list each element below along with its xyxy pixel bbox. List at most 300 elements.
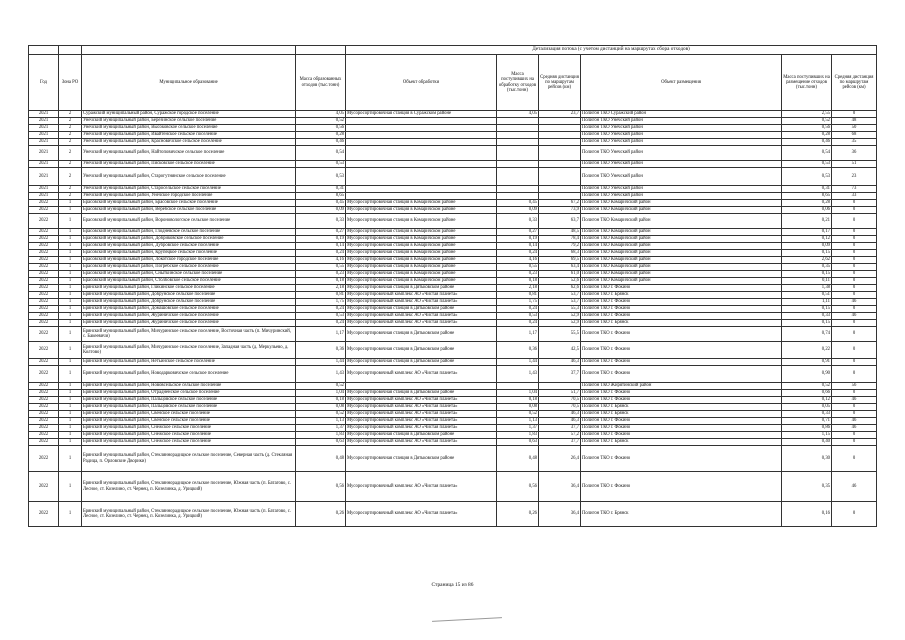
table-cell: 0,12 bbox=[782, 397, 832, 404]
table-cell: Брасовский муниципальный район, Вороновологское сельское поселение bbox=[82, 214, 296, 229]
table-cell: Брянский муниципальный район, Нововсельское сельское поселение bbox=[82, 383, 296, 390]
table-cell: 2022 bbox=[29, 502, 59, 527]
table-cell: 46 bbox=[832, 397, 877, 404]
table-cell: Полигон ТКО г. Фокино bbox=[581, 285, 782, 292]
table-cell: 0,16 bbox=[782, 502, 832, 527]
table-cell: 42,5 bbox=[539, 342, 581, 359]
table-cell: 2,18 bbox=[296, 285, 346, 292]
table-row bbox=[29, 285, 877, 292]
table-cell: 0,53 bbox=[497, 313, 539, 320]
table-cell: 52,9 bbox=[539, 313, 581, 320]
column-header: Зона РО bbox=[59, 55, 82, 111]
table-row bbox=[29, 327, 877, 342]
table-cell: 0 bbox=[832, 320, 877, 327]
table-cell: 0,56 bbox=[296, 125, 346, 132]
table-cell: 0,35 bbox=[782, 264, 832, 271]
table-cell: 0,28 bbox=[296, 132, 346, 139]
table-cell: Полигон ТКО Комаричский район bbox=[581, 229, 782, 236]
table-cell: 0 bbox=[832, 264, 877, 271]
column-header: Средняя дистанция по маршрутам рейсов (км) bbox=[832, 55, 877, 111]
table-cell: 2022 bbox=[29, 229, 59, 236]
table-cell: 0,27 bbox=[497, 229, 539, 236]
table-cell: 1 bbox=[59, 313, 82, 320]
table-cell: Брянский муниципальный район, Добрунское сельское поселение bbox=[82, 299, 296, 306]
table-cell: 1 bbox=[59, 439, 82, 446]
table-cell: 0 bbox=[832, 285, 877, 292]
table-cell: Брасовский муниципальный район, Сныткинское сельское поселение bbox=[82, 271, 296, 278]
table-cell: 46 bbox=[832, 313, 877, 320]
table-cell: Полигон ТКО Унечский район bbox=[581, 118, 782, 125]
table-cell: 0,22 bbox=[782, 342, 832, 359]
table-cell: 73,9 bbox=[539, 207, 581, 214]
table-cell: 0,24 bbox=[497, 250, 539, 257]
table-row bbox=[29, 132, 877, 139]
table-cell bbox=[539, 139, 581, 146]
table-cell: Брасовский муниципальный район, Дубровское сельское поселение bbox=[82, 243, 296, 250]
table-cell: 0,86 bbox=[782, 425, 832, 432]
table-cell: 56 bbox=[832, 383, 877, 390]
table-cell: 4,05 bbox=[497, 111, 539, 118]
table-cell: 0,54 bbox=[296, 146, 346, 161]
table-cell: Полигон ТКО Унечский район bbox=[581, 125, 782, 132]
table-cell: 0,53 bbox=[296, 313, 346, 320]
table-cell: 0,53 bbox=[296, 168, 346, 186]
table-cell: Брасовский муниципальный район, Крупецкое сельское поселение bbox=[82, 250, 296, 257]
table-row bbox=[29, 472, 877, 502]
table-cell: 0,52 bbox=[296, 383, 346, 390]
table-row bbox=[29, 404, 877, 411]
table-cell: Брянский муниципальный район, Мичуринское сельское поселение, Западная часть (д. Меркульево, д. Колтово) bbox=[82, 342, 296, 359]
table-cell: 55,3 bbox=[539, 306, 581, 313]
table-cell: 2 bbox=[59, 161, 82, 168]
table-cell: 2,18 bbox=[497, 285, 539, 292]
document-sheet bbox=[28, 45, 876, 527]
table-cell: 1,04 bbox=[497, 390, 539, 397]
table-cell: Полигон ТКО Суражский район bbox=[581, 111, 782, 118]
table-cell: 2021 bbox=[29, 168, 59, 186]
table-cell: Унечский муниципальный район, Унечское городское поселение bbox=[82, 193, 296, 200]
table-cell: Брянский муниципальный район, Журиничское сельское поселение bbox=[82, 313, 296, 320]
table-cell: 2022 bbox=[29, 236, 59, 243]
table-cell: Полигон ТКО г. Фокино bbox=[581, 327, 782, 342]
table-cell: Брянский муниципальный район, Отрадненское сельское поселение bbox=[82, 390, 296, 397]
table-cell: Мусоросортировочная станция в Комаричском районе bbox=[346, 278, 497, 285]
table-cell bbox=[539, 383, 581, 390]
table-cell bbox=[346, 193, 497, 200]
table-cell: 46,3 bbox=[539, 359, 581, 366]
table-row bbox=[29, 193, 877, 200]
table-cell: 0,09 bbox=[497, 207, 539, 214]
table-cell: Унечский муниципальный район, Найтоповичское сельское поселение bbox=[82, 146, 296, 161]
table-cell: 46 bbox=[832, 418, 877, 425]
scan-mark bbox=[432, 617, 502, 622]
table-cell bbox=[497, 161, 539, 168]
table-cell: 0 bbox=[832, 257, 877, 264]
table-cell: 0 bbox=[832, 411, 877, 418]
table-cell: 1 bbox=[59, 397, 82, 404]
table-cell: Брянский муниципальный район, Стекляннорадицкое сельское поселение, Северная часть (д. Стекляная Радица, п. Орловские Дворики) bbox=[82, 446, 296, 472]
table-cell: 51 bbox=[832, 161, 877, 168]
table-row bbox=[29, 278, 877, 285]
table-cell: 1 bbox=[59, 200, 82, 207]
table-cell: 1 bbox=[59, 285, 82, 292]
table-cell: 0,53 bbox=[296, 161, 346, 168]
table-cell: 2022 bbox=[29, 207, 59, 214]
table-cell bbox=[497, 118, 539, 125]
table-cell: 0 bbox=[832, 292, 877, 299]
table-cell: 2022 bbox=[29, 342, 59, 359]
table-cell: 1 bbox=[59, 229, 82, 236]
table-cell: 0,53 bbox=[782, 168, 832, 186]
table-cell: Унечский муниципальный район, Писковское сельское поселение bbox=[82, 161, 296, 168]
table-cell: 55,5 bbox=[539, 327, 581, 342]
table-cell: 1 bbox=[59, 243, 82, 250]
table-cell: 0,15 bbox=[782, 250, 832, 257]
table-cell: Полигон ТКО Комаричский район bbox=[581, 207, 782, 214]
table-cell: 0,74 bbox=[782, 327, 832, 342]
table-cell: 0,46 bbox=[296, 139, 346, 146]
table-row bbox=[29, 200, 877, 207]
table-cell bbox=[497, 146, 539, 161]
table-cell: 2 bbox=[59, 139, 82, 146]
table-cell: 2,62 bbox=[782, 257, 832, 264]
table-cell: 2021 bbox=[29, 125, 59, 132]
table-cell: 26,4 bbox=[539, 446, 581, 472]
table-cell: 0,18 bbox=[497, 278, 539, 285]
table-cell: Полигон ТКО Комаричский район bbox=[581, 214, 782, 229]
table-cell: 0,52 bbox=[296, 118, 346, 125]
table-cell: 1,15 bbox=[782, 432, 832, 439]
table-cell: Полигон ТКО Жирятинский район bbox=[581, 383, 782, 390]
table-cell: 0,26 bbox=[497, 502, 539, 527]
table-cell bbox=[539, 125, 581, 132]
table-cell bbox=[539, 118, 581, 125]
table-cell: Полигон ТКО Комаричский район bbox=[581, 250, 782, 257]
table-row bbox=[29, 214, 877, 229]
table-cell: Брянский муниципальный район, Мичуринское сельское поселение, Восточная часть (п. Мичуринский, с. Бакеевичи) bbox=[82, 327, 296, 342]
table-cell: 73 bbox=[832, 186, 877, 193]
table-cell: 1 bbox=[59, 320, 82, 327]
table-cell: 2 bbox=[59, 118, 82, 125]
table-cell: 67,2 bbox=[539, 200, 581, 207]
column-header: Масса образованных отходов (тыс.тонн) bbox=[296, 55, 346, 111]
table-cell: Мусоросортировочная станция в Комаричском районе bbox=[346, 264, 497, 271]
table-cell: Брянский муниципальный район, Новодарковичское сельское поселение bbox=[82, 366, 296, 383]
table-cell bbox=[346, 168, 497, 186]
table-cell: 0 bbox=[832, 229, 877, 236]
table-cell: 2021 bbox=[29, 132, 59, 139]
table-cell: Брянский муниципальный район, Свенское сельское поселение bbox=[82, 418, 296, 425]
table-cell: 1,83 bbox=[497, 432, 539, 439]
table-cell: 52,6 bbox=[539, 278, 581, 285]
table-cell: 2 bbox=[59, 146, 82, 161]
table-cell: 0,52 bbox=[782, 383, 832, 390]
table-cell: 1 bbox=[59, 271, 82, 278]
table-cell: 0,81 bbox=[497, 292, 539, 299]
table-cell: 2 bbox=[59, 168, 82, 186]
table-cell: Мусоросортировочная станция в Комаричском районе bbox=[346, 229, 497, 236]
table-cell: Брянский муниципальный район, Журиничское сельское поселение bbox=[82, 320, 296, 327]
table-cell: Мусоросортировочный комплекс АО «Чистая планета» bbox=[346, 313, 497, 320]
table-cell: 0,36 bbox=[296, 342, 346, 359]
table-cell: Брасовский муниципальный район, Погребское сельское поселение bbox=[82, 264, 296, 271]
table-cell: 0,56 bbox=[782, 125, 832, 132]
table-cell: Мусоросортировочная станция в Дятьковском районе bbox=[346, 446, 497, 472]
table-cell: 1 bbox=[59, 207, 82, 214]
table-cell: Полигон ТКО Унечский район bbox=[581, 132, 782, 139]
table-cell: Полигон ТКО Унечский район bbox=[581, 168, 782, 186]
table-cell: 1,38 bbox=[782, 285, 832, 292]
table-cell: 2022 bbox=[29, 214, 59, 229]
table-cell: 2022 bbox=[29, 411, 59, 418]
table-cell: 0,27 bbox=[296, 229, 346, 236]
table-row bbox=[29, 264, 877, 271]
table-cell: 0,46 bbox=[782, 139, 832, 146]
table-cell: 1,43 bbox=[296, 366, 346, 383]
table-cell: 0,40 bbox=[782, 439, 832, 446]
table-cell: 2021 bbox=[29, 161, 59, 168]
table-cell: Унечский муниципальный район, Старогутнянское сельское поселение bbox=[82, 168, 296, 186]
table-cell bbox=[346, 125, 497, 132]
table-cell: 1,04 bbox=[296, 390, 346, 397]
table-row bbox=[29, 250, 877, 257]
table-cell: 1 bbox=[59, 404, 82, 411]
table-cell: 0 bbox=[832, 236, 877, 243]
table-cell: 1,44 bbox=[296, 359, 346, 366]
table-cell: Полигон ТКО г. Брянск bbox=[581, 292, 782, 299]
table-cell: Брасовский муниципальный район, Добриковское сельское поселение bbox=[82, 236, 296, 243]
table-cell: Полигон ТКО г. Фокино bbox=[581, 390, 782, 397]
table-cell: 2021 bbox=[29, 193, 59, 200]
table-cell: Брянский муниципальный район, Стекляннорадицкое сельское поселение, Южная часть (п. Батагово, с. Лесное, ст. Козелино, ст. Чернец, п. Козелинка, д. Урицкий) bbox=[82, 472, 296, 502]
column-header: Год bbox=[29, 55, 59, 111]
table-cell: 0,15 bbox=[782, 271, 832, 278]
table-cell: 52,9 bbox=[539, 320, 581, 327]
table-cell: 61,0 bbox=[539, 271, 581, 278]
table-cell: 0,45 bbox=[497, 200, 539, 207]
table-body bbox=[29, 111, 877, 527]
table-cell: 2021 bbox=[29, 118, 59, 125]
table-row bbox=[29, 139, 877, 146]
table-cell: 2022 bbox=[29, 383, 59, 390]
table-cell: 2021 bbox=[29, 111, 59, 118]
table-cell: Брасовский муниципальный район, Локотское городское поселение bbox=[82, 257, 296, 264]
table-cell: 1 bbox=[59, 390, 82, 397]
table-cell: 1,37 bbox=[497, 425, 539, 432]
table-cell: 0 bbox=[832, 342, 877, 359]
table-cell: 0,33 bbox=[296, 214, 346, 229]
table-cell: 0,31 bbox=[296, 186, 346, 193]
table-row bbox=[29, 257, 877, 264]
table-cell: 51,7 bbox=[539, 390, 581, 397]
table-cell: 0 bbox=[832, 214, 877, 229]
table-cell: 2022 bbox=[29, 250, 59, 257]
table-cell: Мусоросортировочная станция в Дятьковском районе bbox=[346, 432, 497, 439]
table-cell: 2022 bbox=[29, 313, 59, 320]
table-cell: 1 bbox=[59, 278, 82, 285]
table-cell: 1 bbox=[59, 432, 82, 439]
table-row bbox=[29, 292, 877, 299]
table-cell: Мусоросортировочная станция в Дятьковском районе bbox=[346, 306, 497, 313]
table-cell: 70,5 bbox=[539, 397, 581, 404]
table-cell bbox=[346, 146, 497, 161]
table-cell: 0 bbox=[832, 439, 877, 446]
table-cell: 2022 bbox=[29, 271, 59, 278]
table-cell: 0,15 bbox=[782, 320, 832, 327]
table-cell: Полигон ТКО г. Брянск bbox=[581, 439, 782, 446]
table-cell: 36,4 bbox=[539, 502, 581, 527]
table-cell: 0 bbox=[832, 243, 877, 250]
table-cell: 1 bbox=[59, 214, 82, 229]
table-cell: Мусоросортировочная станция в Комаричском районе bbox=[346, 271, 497, 278]
table-cell: 0,33 bbox=[782, 313, 832, 320]
table-cell: 0,28 bbox=[782, 200, 832, 207]
table-cell: 0,08 bbox=[497, 404, 539, 411]
table-cell: 0,54 bbox=[782, 146, 832, 161]
table-row bbox=[29, 161, 877, 168]
table-cell: 37,7 bbox=[539, 366, 581, 383]
table-cell: 33 bbox=[832, 193, 877, 200]
table-cell bbox=[539, 132, 581, 139]
table-cell: Полигон ТКО г. Брянск bbox=[581, 411, 782, 418]
table-cell bbox=[497, 132, 539, 139]
table-cell: 0,81 bbox=[296, 292, 346, 299]
table-cell: 0,63 bbox=[497, 439, 539, 446]
table-cell: 1,83 bbox=[296, 432, 346, 439]
table-row bbox=[29, 207, 877, 214]
table-cell: 1 bbox=[59, 264, 82, 271]
table-cell: 0,17 bbox=[782, 229, 832, 236]
table-cell: Полигон ТКО г. Фокино bbox=[581, 432, 782, 439]
table-cell: 0,09 bbox=[782, 243, 832, 250]
table-cell: Полигон ТКО Комаричский район bbox=[581, 271, 782, 278]
table-cell: 2022 bbox=[29, 327, 59, 342]
table-cell: Унечский муниципальный район, Старосельское сельское поселение bbox=[82, 186, 296, 193]
table-cell: Брянский муниципальный район, Снежское сельское поселение bbox=[82, 432, 296, 439]
table-cell: 0,66 bbox=[782, 390, 832, 397]
table-cell: 0,28 bbox=[782, 132, 832, 139]
table-cell: Брасовский муниципальный район, Веребское сельское поселение bbox=[82, 207, 296, 214]
table-cell: Полигон ТКО Комаричский район bbox=[581, 200, 782, 207]
table-cell: 0,11 bbox=[782, 278, 832, 285]
table-cell: 69,5 bbox=[539, 257, 581, 264]
table-cell: 1 bbox=[59, 472, 82, 502]
table-cell: Полигон ТКО Унечский район bbox=[581, 139, 782, 146]
table-cell: 1,75 bbox=[497, 299, 539, 306]
table-cell: 2022 bbox=[29, 264, 59, 271]
table-cell: 0,14 bbox=[296, 243, 346, 250]
table-cell: 0 bbox=[832, 404, 877, 411]
table-cell bbox=[539, 193, 581, 200]
table-cell: 0 bbox=[832, 390, 877, 397]
table-cell: 0,09 bbox=[296, 207, 346, 214]
table-cell: Мусоросортировочная станция в Комаричском районе bbox=[346, 200, 497, 207]
table-cell: Полигон ТКО г. Фокино bbox=[581, 472, 782, 502]
table-cell: Мусоросортировочный комплекс АО «Чистая планета» bbox=[346, 299, 497, 306]
table-cell: 2022 bbox=[29, 299, 59, 306]
table-cell: 0 bbox=[832, 446, 877, 472]
table-cell bbox=[497, 139, 539, 146]
table-cell: 48,5 bbox=[539, 229, 581, 236]
table-row bbox=[29, 425, 877, 432]
table-cell: 2022 bbox=[29, 425, 59, 432]
table-cell: Полигон ТКО г. Фокино bbox=[581, 425, 782, 432]
table-cell: 2022 bbox=[29, 418, 59, 425]
table-cell: 0,52 bbox=[296, 411, 346, 418]
table-cell bbox=[346, 186, 497, 193]
table-cell: 0,45 bbox=[296, 200, 346, 207]
table-cell: Унечский муниципальный район, Березинское сельское поселение bbox=[82, 118, 296, 125]
table-cell: Мусоросортировочный комплекс АО «Чистая планета» bbox=[346, 425, 497, 432]
table-cell: Мусоросортировочная станция в Суражском районе bbox=[346, 111, 497, 118]
table-cell: Брянский муниципальный район, Гликинское сельское поселение bbox=[82, 285, 296, 292]
table-cell: 1,11 bbox=[782, 299, 832, 306]
table-row bbox=[29, 313, 877, 320]
table-cell: Полигон ТКО г. Фокино bbox=[581, 342, 782, 359]
table-cell: 0 bbox=[832, 432, 877, 439]
table-row bbox=[29, 366, 877, 383]
table-cell: Брянский муниципальный район, Стекляннорадицкое сельское поселение, Южная часть (п. Батагово, с. Лесное, ст. Козелино, ст. Чернец, п. Козелинка, д. Урицкий) bbox=[82, 502, 296, 527]
table-cell: Полигон ТКО г. Брянск bbox=[581, 404, 782, 411]
table-cell: 63,4 bbox=[539, 264, 581, 271]
table-cell: Мусоросортировочный комплекс АО «Чистая планета» bbox=[346, 439, 497, 446]
table-cell: Полигон ТКО г. Брянск bbox=[581, 320, 782, 327]
table-cell: 2022 bbox=[29, 446, 59, 472]
table-row bbox=[29, 418, 877, 425]
table-cell: Полигон ТКО Унечский район bbox=[581, 193, 782, 200]
table-cell: 1,44 bbox=[497, 359, 539, 366]
table-cell: Полигон ТКО г. Фокино bbox=[581, 313, 782, 320]
table-cell: Брасовский муниципальный район, Глодневское сельское поселение bbox=[82, 229, 296, 236]
table-cell: 0,51 bbox=[782, 292, 832, 299]
table-cell: 0,24 bbox=[296, 306, 346, 313]
table-cell: 0,52 bbox=[782, 118, 832, 125]
table-cell: Полигон ТКО Комаричский район bbox=[581, 278, 782, 285]
table-cell: 0 bbox=[832, 327, 877, 342]
table-cell: 36 bbox=[832, 146, 877, 161]
table-cell: 1 bbox=[59, 306, 82, 313]
table-cell: 0,56 bbox=[296, 472, 346, 502]
table-cell: 8,65 bbox=[296, 193, 346, 200]
table-cell: Брянский муниципальный район, Снежское сельское поселение bbox=[82, 425, 296, 432]
table-cell: 0,23 bbox=[497, 271, 539, 278]
table-cell: 79,2 bbox=[539, 243, 581, 250]
table-cell: 48 bbox=[832, 118, 877, 125]
table-cell: Полигон ТКО Комаричский район bbox=[581, 243, 782, 250]
table-cell: Мусоросортировочная станция в Дятьковском районе bbox=[346, 359, 497, 366]
table-cell: 53,7 bbox=[539, 299, 581, 306]
table-cell: 1 bbox=[59, 366, 82, 383]
table-cell: Мусоросортировочный комплекс АО «Чистая планета» bbox=[346, 502, 497, 527]
table-cell: 1,37 bbox=[296, 425, 346, 432]
table-cell: Мусоросортировочный комплекс АО «Чистая планета» bbox=[346, 320, 497, 327]
table-cell: Полигон ТКО Комаричский район bbox=[581, 264, 782, 271]
table-cell: Мусоросортировочная станция в Дятьковском районе bbox=[346, 327, 497, 342]
table-row bbox=[29, 306, 877, 313]
table-cell: 2021 bbox=[29, 146, 59, 161]
column-header: Объект размещения bbox=[581, 55, 782, 111]
table-cell: Брянский муниципальный район, Свенское сельское поселение bbox=[82, 411, 296, 418]
table-cell: Брянский муниципальный район, Нетьинское сельское поселение bbox=[82, 359, 296, 366]
table-cell: 0,52 bbox=[497, 411, 539, 418]
table-cell: 0 bbox=[832, 366, 877, 383]
table-cell: Мусоросортировочная станция в Комаричском районе bbox=[346, 250, 497, 257]
table-row bbox=[29, 411, 877, 418]
table-cell: 78,4 bbox=[539, 236, 581, 243]
table-cell: Полигон ТКО Комаричский район bbox=[581, 236, 782, 243]
table-cell: 1 bbox=[59, 292, 82, 299]
table-cell: 2,55 bbox=[782, 111, 832, 118]
